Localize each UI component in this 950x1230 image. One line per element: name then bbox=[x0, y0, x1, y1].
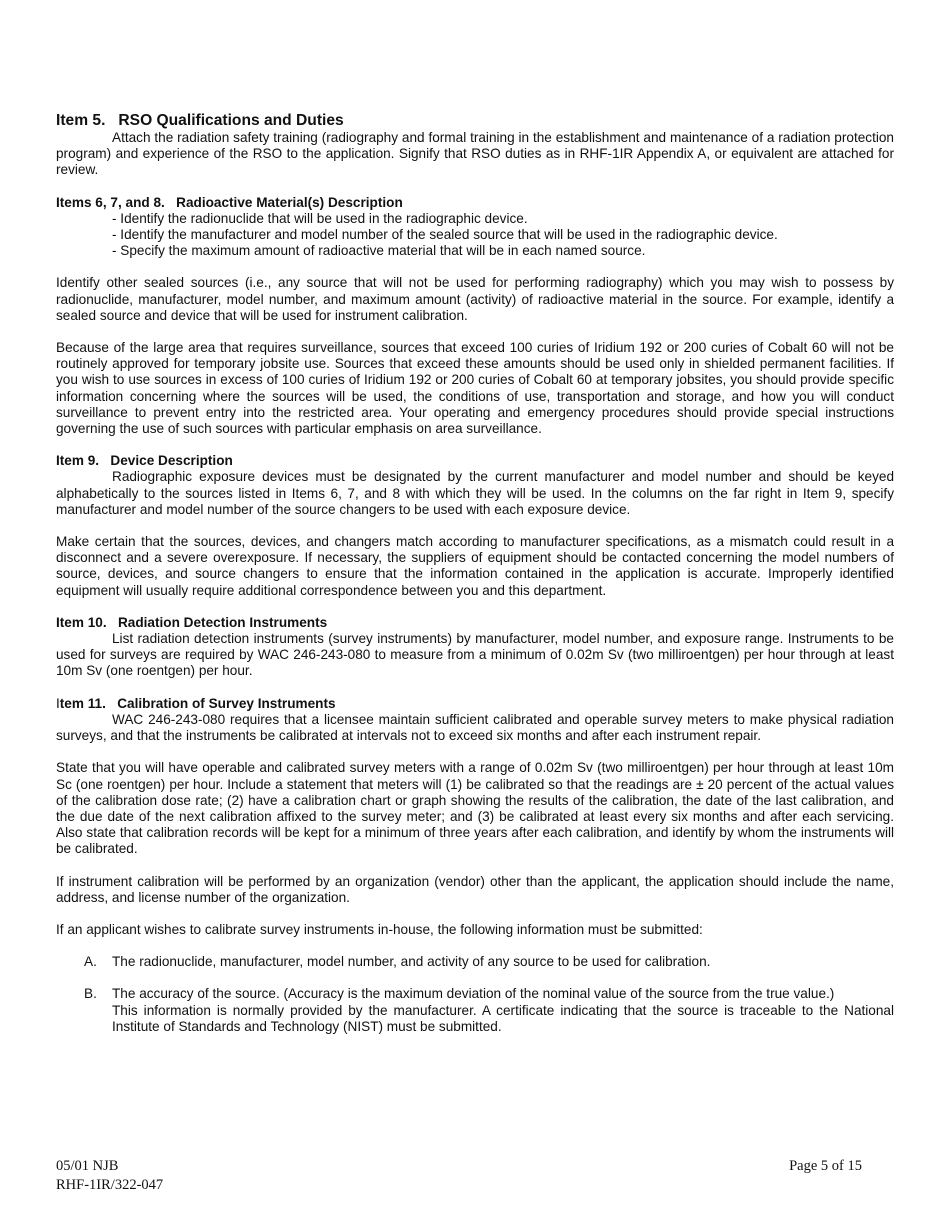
item678-label: Items 6, 7, and 8. bbox=[56, 194, 165, 210]
item9-heading bbox=[56, 453, 894, 469]
item678-title: Radioactive Material(s) Description bbox=[176, 194, 403, 210]
item10-paragraph: List radiation detection instruments (survey instruments) by manufacturer, model number, and exposure range. Instruments to be used for surveys are required by WAC 246-243-080 to measure from a minimum of 0.02m Sv (two milliroentgen) per hour through at least 10m Sv (one roentgen) per hour. bbox=[56, 631, 894, 679]
item10-label: Item 10. bbox=[56, 614, 107, 630]
list-item-letter: B. bbox=[84, 986, 97, 1002]
page-footer bbox=[56, 1157, 862, 1195]
item678-heading bbox=[56, 195, 894, 211]
item678-bullet-list bbox=[56, 211, 894, 260]
item5-title: RSO Qualifications and Duties bbox=[118, 112, 344, 129]
list-item bbox=[84, 954, 894, 970]
item11-label: tem 11. bbox=[59, 695, 106, 711]
item10-title: Radiation Detection Instruments bbox=[117, 614, 328, 630]
list-item: - Identify the manufacturer and model number of the sealed source that will be used in the radiographic device. bbox=[112, 227, 778, 243]
item11-paragraph-statement: State that you will have operable and calibrated survey meters with a range of 0.02m Sv (two milliroentgen) per hour through at least 10m Sc (one roentgen) per hour. Include a statement that meters will (1) be calibrated so that the readings are ± 20 percent of the actual values of the calibration dose rate; (2) have a calibration chart or graph showing the results of the calibration, the date of the last calibration, and the due date of the next calibration affixed to the survey meter; and (3) be calibrated at least every six months and after each servicing. Also state that calibration records will be kept for a minimum of three years after each calibration, and identify by whom the instruments will be calibrated. bbox=[56, 760, 894, 857]
item5-paragraph: Attach the radiation safety training (radiography and formal training in the establishment and maintenance of a radiation protection program) and experience of the RSO to the application. Signify that RSO duties as in RHF-1IR Appendix A, or equivalent are attached for review. bbox=[56, 130, 894, 178]
item678-paragraph-surveillance: Because of the large area that requires surveillance, sources that exceed 100 curies of Iridium 192 or 200 curies of Cobalt 60 will not be routinely approved for temporary jobsite use. Sources that exceed these amounts should be used only in shielded permanent facilities. If you wish to use sources in excess of 100 curies of Iridium 192 or 200 curies of Cobalt 60 at temporary jobsites, you should provide specific information concerning where the sources will be used, the conditions of use, transportation and storage, and how you will conduct surveillance to prevent entry into the restricted area. Your operating and emergency procedures should provide special instructions governing the use of such sources with particular emphasis on area surveillance. bbox=[56, 340, 894, 437]
item11-label-first-letter: I bbox=[56, 695, 60, 711]
footer-date-code: 05/01 NJB bbox=[56, 1158, 119, 1174]
item9-title: Device Description bbox=[110, 453, 233, 469]
item5-heading bbox=[56, 112, 894, 130]
item5-label: Item 5. bbox=[56, 112, 106, 129]
list-item bbox=[84, 986, 894, 1035]
footer-form-code: RHF-1IR/322-047 bbox=[56, 1177, 164, 1193]
item9-label: Item 9. bbox=[56, 453, 100, 469]
item11-lettered-list bbox=[56, 954, 894, 1035]
item11-title: Calibration of Survey Instruments bbox=[117, 695, 336, 711]
list-item-body bbox=[112, 986, 894, 1035]
list-item-text: The radionuclide, manufacturer, model number, and activity of any source to be used for calibration. bbox=[112, 954, 711, 970]
list-item: - Specify the maximum amount of radioactive material that will be in each named source. bbox=[112, 243, 646, 259]
list-item-letter: A. bbox=[84, 954, 97, 970]
list-item-text-continued: This information is normally provided by the manufacturer. A certificate indicating that the source is traceable to the National Institute of Standards and Technology (NIST) must be submitted. bbox=[112, 1002, 894, 1034]
item11-paragraph-vendor: If instrument calibration will be performed by an organization (vendor) other than the applicant, the application should include the name, address, and license number of the organization. bbox=[56, 873, 894, 905]
item11-heading bbox=[56, 696, 894, 712]
footer-page-number: Page 5 of 15 bbox=[789, 1158, 862, 1174]
item678-paragraph-other-sources: Identify other sealed sources (i.e., any source that will not be used for performing radiography) which you may wish to possess by radionuclide, manufacturer, model number, and maximum amount (activity) of radioactive material in the source. For example, identify a sealed source and device that will be used for instrument calibration. bbox=[56, 275, 894, 323]
item11-paragraph-wac: WAC 246-243-080 requires that a licensee maintain sufficient calibrated and operable survey meters to make physical radiation surveys, and that the instruments be calibrated at intervals not to exceed six months and after each instrument repair. bbox=[56, 711, 894, 744]
item9-paragraph-matching: Make certain that the sources, devices, and changers match according to manufacturer specifications, as a mismatch could result in a disconnect and a severe overexposure. If necessary, the suppliers of equipment should be contacted concerning the model numbers of source, devices, and source changers to ensure that the information contained in the application is accurate. Improperly identified equipment will usually require additional correspondence between you and this department. bbox=[56, 534, 894, 598]
list-item-text: The accuracy of the source. (Accuracy is the maximum deviation of the nominal value of the source from the true value.) bbox=[112, 986, 835, 1002]
list-item: - Identify the radionuclide that will be used in the radiographic device. bbox=[112, 210, 528, 226]
item11-paragraph-inhouse: If an applicant wishes to calibrate survey instruments in-house, the following information must be submitted: bbox=[56, 921, 703, 937]
document-page bbox=[56, 112, 894, 1051]
item9-paragraph-devices: Radiographic exposure devices must be designated by the current manufacturer and model number and should be keyed alphabetically to the sources listed in Items 6, 7, and 8 with which they will be used. In the columns on the far right in Item 9, specify manufacturer and model number of the source changers to be used with each exposure device. bbox=[56, 469, 894, 517]
item10-heading bbox=[56, 615, 894, 631]
